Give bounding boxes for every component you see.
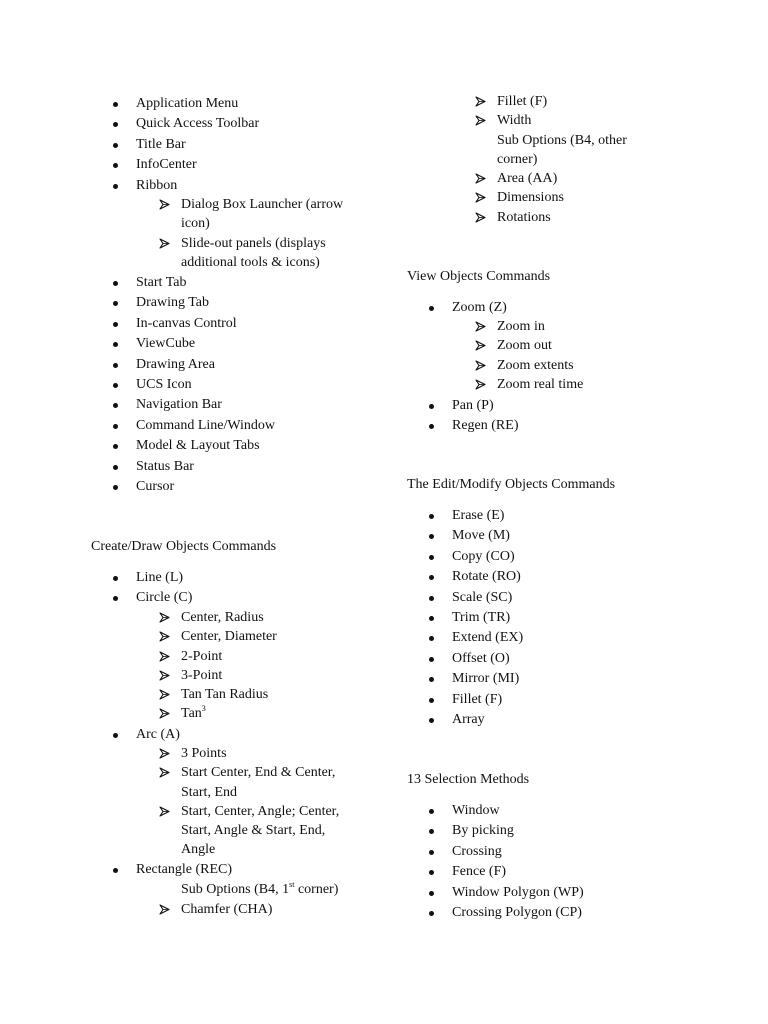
list-item: By picking xyxy=(452,821,584,841)
list-item: Drawing Tab xyxy=(136,293,275,313)
width-sub-options: Sub Options (B4, other corner) xyxy=(497,132,627,167)
bullet-icon xyxy=(429,850,434,855)
list-item: Title Bar xyxy=(136,135,259,155)
list-item: Cursor xyxy=(136,477,275,497)
bullet-icon xyxy=(113,403,118,408)
list-item: Extend (EX) xyxy=(452,628,523,648)
list-item: Center, Radius xyxy=(181,608,277,627)
zoom-sublist xyxy=(497,317,583,394)
list-item: Rotations xyxy=(497,208,657,227)
bullet-icon xyxy=(429,514,434,519)
selection-methods-heading: 13 Selection Methods xyxy=(407,772,530,787)
edit-modify-heading: The Edit/Modify Objects Commands xyxy=(407,477,616,492)
list-item: Erase (E) xyxy=(452,506,523,526)
arrow-bullet-icon xyxy=(475,115,486,126)
bullet-icon xyxy=(113,301,118,306)
list-item: UCS Icon xyxy=(136,375,275,395)
bullet-icon xyxy=(113,281,118,286)
list-item: Center, Diameter xyxy=(181,627,277,646)
arrow-bullet-icon xyxy=(159,199,170,210)
list-item: Navigation Bar xyxy=(136,395,275,415)
list-item: Ribbon xyxy=(136,176,259,196)
create-list-arc xyxy=(136,725,180,745)
list-item: Fillet (F) xyxy=(452,690,523,710)
list-item: 2-Point xyxy=(181,647,277,666)
arrow-bullet-icon xyxy=(475,360,486,371)
list-item: Tan$^3$ xyxy=(181,704,277,723)
view-list-pan-regen xyxy=(452,396,518,437)
arrow-bullet-icon xyxy=(159,806,170,817)
bullet-icon xyxy=(113,485,118,490)
bullet-icon xyxy=(429,657,434,662)
arrow-bullet-icon xyxy=(159,748,170,759)
bullet-icon xyxy=(429,636,434,641)
bullet-icon xyxy=(429,718,434,723)
bullet-icon xyxy=(429,575,434,580)
list-item: Quick Access Toolbar xyxy=(136,114,259,134)
list-item: Trim (TR) xyxy=(452,608,523,628)
bullet-icon xyxy=(429,404,434,409)
list-item: Fence (F) xyxy=(452,862,584,882)
arrow-bullet-icon xyxy=(475,96,486,107)
bullet-icon xyxy=(429,596,434,601)
arrow-bullet-icon xyxy=(475,340,486,351)
list-item: Mirror (MI) xyxy=(452,669,523,689)
arrow-bullet-icon xyxy=(159,689,170,700)
list-item: Dimensions xyxy=(497,188,657,207)
arrow-bullet-icon xyxy=(159,708,170,719)
list-item: Zoom extents xyxy=(497,356,583,375)
list-item: Fillet (F) xyxy=(497,92,657,111)
view-list-zoom xyxy=(452,298,507,318)
list-item: Crossing xyxy=(452,842,584,862)
list-item: Model & Layout Tabs xyxy=(136,436,275,456)
interface-list-continued xyxy=(136,273,275,497)
bullet-icon xyxy=(429,534,434,539)
bullet-icon xyxy=(429,424,434,429)
list-item: Application Menu xyxy=(136,94,259,114)
edit-modify-list xyxy=(452,506,523,730)
list-item: InfoCenter xyxy=(136,155,259,175)
list-item: Array xyxy=(452,710,523,730)
rectangle-sub-options: Sub Options (B4, 1st corner) xyxy=(181,880,339,897)
arrow-bullet-icon xyxy=(475,212,486,223)
bullet-icon xyxy=(113,733,118,738)
bullet-icon xyxy=(113,143,118,148)
arrow-bullet-icon xyxy=(159,631,170,642)
view-objects-heading: View Objects Commands xyxy=(407,269,551,284)
bullet-icon xyxy=(113,596,118,601)
create-list-line-circle xyxy=(136,568,192,609)
bullet-icon xyxy=(113,444,118,449)
list-item: Crossing Polygon (CP) xyxy=(452,903,584,923)
arrow-bullet-icon xyxy=(159,612,170,623)
list-item: Command Line/Window xyxy=(136,416,275,436)
bullet-icon xyxy=(429,677,434,682)
list-item: Rotate (RO) xyxy=(452,567,523,587)
list-item: Arc (A) xyxy=(136,725,180,745)
list-item: Zoom (Z) xyxy=(452,298,507,318)
list-item: Offset (O) xyxy=(452,649,523,669)
interface-list xyxy=(136,94,259,196)
arrow-bullet-icon xyxy=(475,173,486,184)
bullet-icon xyxy=(429,616,434,621)
arrow-bullet-icon xyxy=(159,670,170,681)
list-item: Zoom out xyxy=(497,336,583,355)
selection-list xyxy=(452,801,584,923)
list-item: Scale (SC) xyxy=(452,588,523,608)
bullet-icon xyxy=(429,870,434,875)
list-item: Copy (CO) xyxy=(452,547,523,567)
arrow-bullet-icon xyxy=(159,238,170,249)
list-item: Move (M) xyxy=(452,526,523,546)
list-item: Line (L) xyxy=(136,568,192,588)
list-item: Window Polygon (WP) xyxy=(452,883,584,903)
list-item: Circle (C) xyxy=(136,588,192,608)
bullet-icon xyxy=(429,555,434,560)
list-item: Tan Tan Radius xyxy=(181,685,277,704)
bullet-icon xyxy=(113,322,118,327)
list-item: 3 Points xyxy=(181,744,361,763)
list-item: Window xyxy=(452,801,584,821)
bullet-icon xyxy=(429,306,434,311)
list-item: Zoom in xyxy=(497,317,583,336)
bullet-icon xyxy=(113,102,118,107)
bullet-icon xyxy=(113,163,118,168)
circle-sublist xyxy=(181,608,277,724)
create-draw-heading: Create/Draw Objects Commands xyxy=(91,539,277,554)
list-item: Slide-out panels (displays additional tools & icons) xyxy=(181,234,361,273)
arrow-bullet-icon xyxy=(475,192,486,203)
arrow-bullet-icon xyxy=(159,767,170,778)
list-item: In-canvas Control xyxy=(136,314,275,334)
list-item: Dialog Box Launcher (arrow icon) xyxy=(181,195,361,234)
list-item: Width xyxy=(497,111,657,130)
list-item: Start Center, End & Center, Start, End xyxy=(181,763,361,802)
list-item: Zoom real time xyxy=(497,375,583,394)
ribbon-sublist xyxy=(181,195,361,272)
list-item: Chamfer (CHA) xyxy=(181,900,272,919)
bullet-icon xyxy=(113,363,118,368)
arrow-bullet-icon xyxy=(159,651,170,662)
bullet-icon xyxy=(113,184,118,189)
list-item: Status Bar xyxy=(136,457,275,477)
list-item: 3-Point xyxy=(181,666,277,685)
rectangle-continued-list xyxy=(497,92,657,227)
arrow-bullet-icon xyxy=(475,321,486,332)
arrow-bullet-icon xyxy=(159,904,170,915)
bullet-icon xyxy=(113,383,118,388)
list-item: Start Tab xyxy=(136,273,275,293)
bullet-icon xyxy=(429,809,434,814)
list-item: ViewCube xyxy=(136,334,275,354)
list-item: Rectangle (REC) xyxy=(136,860,232,880)
arc-sublist xyxy=(181,744,361,860)
list-item: Pan (P) xyxy=(452,396,518,416)
bullet-icon xyxy=(429,698,434,703)
arrow-bullet-icon xyxy=(475,379,486,390)
list-item: Regen (RE) xyxy=(452,416,518,436)
list-item: Start, Center, Angle; Center, Start, Angle & Start, End, Angle xyxy=(181,802,361,860)
bullet-icon xyxy=(113,122,118,127)
bullet-icon xyxy=(113,342,118,347)
list-item: Drawing Area xyxy=(136,355,275,375)
rectangle-sublist xyxy=(181,900,272,919)
bullet-icon xyxy=(113,424,118,429)
bullet-icon xyxy=(429,891,434,896)
bullet-icon xyxy=(113,465,118,470)
bullet-icon xyxy=(113,868,118,873)
bullet-icon xyxy=(113,576,118,581)
bullet-icon xyxy=(429,911,434,916)
create-list-rectangle xyxy=(136,860,232,880)
bullet-icon xyxy=(429,829,434,834)
list-item: Area (AA) xyxy=(497,169,657,188)
